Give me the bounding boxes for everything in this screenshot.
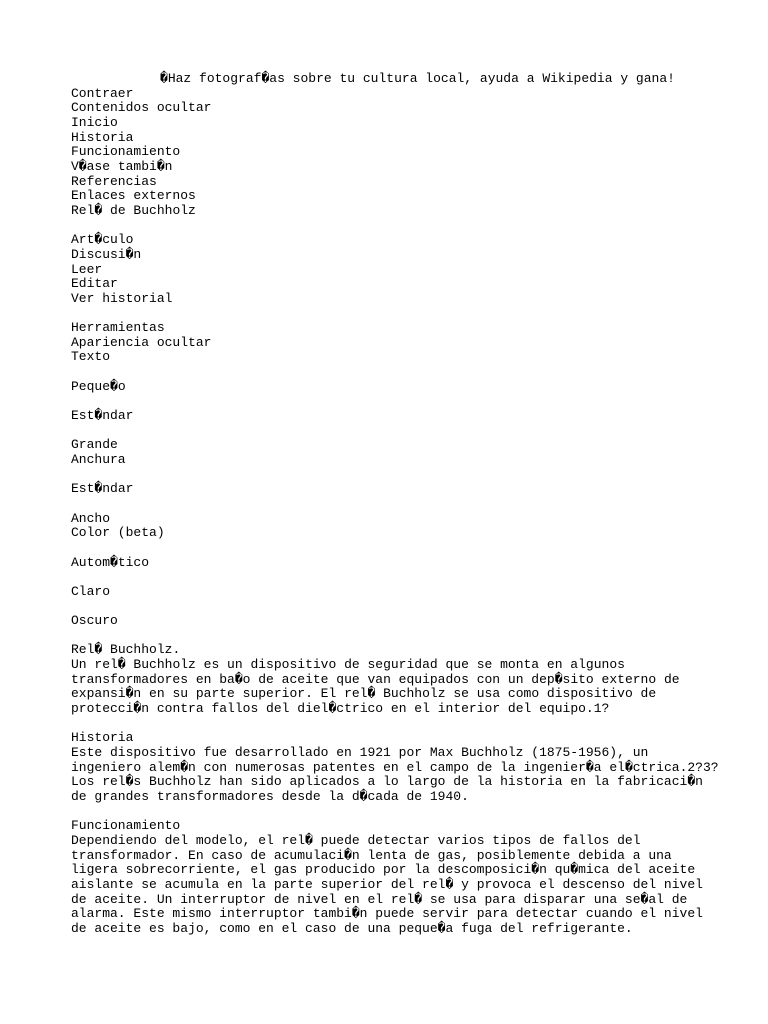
text-size-large-option[interactable]: Grande: [71, 437, 118, 453]
spacer: [71, 599, 711, 614]
text-size-standard-option[interactable]: Est�ndar: [71, 408, 134, 424]
text-size-heading: Texto: [71, 349, 111, 365]
toc-item-historia[interactable]: Historia: [71, 129, 134, 145]
spacer: [71, 394, 711, 409]
operation-line: de aceite. Un interruptor de nivel en el rel� se usa para disparar una se�al de: [71, 891, 688, 907]
spacer: [71, 570, 711, 585]
color-heading: Color (beta): [71, 525, 165, 541]
spacer: [71, 306, 711, 321]
section-heading-historia: Historia: [71, 730, 134, 746]
history-line: Los rel�s Buchholz han sido aplicados a lo largo de la historia en la fabricaci�n: [71, 774, 703, 790]
operation-line: Dependiendo del modelo, el rel� puede detectar varios tipos de fallos del: [71, 832, 641, 848]
tools-menu[interactable]: Herramientas: [71, 320, 165, 336]
operation-line: alarma. Este mismo interruptor tambi�n puede servir para detectar cuando el nivel: [71, 906, 703, 922]
appearance-hide-toggle[interactable]: Apariencia ocultar: [71, 334, 212, 350]
spacer: [71, 219, 711, 234]
intro-line: transformadores en ba�o de aceite que van equipados con un dep�sito externo de: [71, 671, 680, 687]
tab-discussion[interactable]: Discusi�n: [71, 246, 142, 262]
operation-paragraph: [71, 834, 711, 937]
toc-contents-hide-link[interactable]: Contenidos ocultar: [71, 100, 212, 116]
intro-line: protecci�n contra fallos del diel�ctrico en el interior del equipo.1?: [71, 701, 610, 717]
tab-read[interactable]: Leer: [71, 261, 103, 277]
tab-article[interactable]: Art�culo: [71, 232, 134, 248]
image-caption: Rel� Buchholz.: [71, 642, 181, 658]
page-title: Rel� de Buchholz: [71, 202, 196, 218]
width-wide-option[interactable]: Ancho: [71, 510, 111, 526]
spacer: [71, 468, 711, 483]
text-size-small-option[interactable]: Peque�o: [71, 378, 126, 394]
history-line: de grandes transformadores desde la d�cada de 1940.: [71, 788, 469, 804]
spacer: [71, 805, 711, 820]
spacer: [71, 541, 711, 556]
operation-line: ligera sobrecorriente, el gas producido por la descomposici�n qu�mica del aceite: [71, 862, 696, 878]
spacer: [71, 424, 711, 439]
history-line: Este dispositivo fue desarrollado en 1921 por Max Buchholz (1875-1956), un: [71, 745, 649, 760]
spacer: [71, 497, 711, 512]
toc-item-inicio[interactable]: Inicio: [71, 114, 118, 130]
color-dark-option[interactable]: Oscuro: [71, 613, 118, 629]
toc-collapse-link[interactable]: Contraer: [71, 85, 134, 101]
toc-item-enlaces-externos[interactable]: Enlaces externos: [71, 188, 196, 204]
toc-item-vease-tambien[interactable]: V�ase tambi�n: [71, 158, 173, 174]
history-line: ingeniero alem�n con numerosas patentes en el campo de la ingenier�a el�ctrica.2?3?: [71, 759, 719, 775]
document-page: [71, 71, 719, 937]
operation-line: aislante se acumula en la parte superior del rel� y provoca el descenso del nivel: [71, 876, 703, 892]
spacer: [71, 365, 711, 380]
intro-line: Un rel� Buchholz es un dispositivo de seguridad que se monta en algunos: [71, 657, 625, 673]
width-standard-option[interactable]: Est�ndar: [71, 481, 134, 497]
history-paragraph: [71, 745, 719, 805]
width-heading: Anchura: [71, 451, 126, 467]
color-auto-option[interactable]: Autom�tico: [71, 554, 150, 570]
spacer: [71, 717, 711, 732]
intro-line: expansi�n en su parte superior. El rel� Buchholz se usa como dispositivo de: [71, 686, 657, 702]
intro-paragraph: [71, 658, 711, 717]
color-light-option[interactable]: Claro: [71, 583, 111, 599]
banner-text: �Haz fotograf�as sobre tu cultura local, ayuda a Wikipedia y gana!: [160, 71, 675, 86]
section-heading-funcionamiento: Funcionamiento: [71, 818, 181, 834]
tab-history[interactable]: Ver historial: [71, 290, 173, 306]
toc-item-funcionamiento[interactable]: Funcionamiento: [71, 144, 181, 160]
tab-edit[interactable]: Editar: [71, 276, 118, 292]
toc-item-referencias[interactable]: Referencias: [71, 173, 157, 189]
operation-line: de aceite es bajo, como en el caso de una peque�a fuga del refrigerante.: [71, 920, 633, 936]
operation-line: transformador. En caso de acumulaci�n lenta de gas, posiblemente debida a una: [71, 847, 672, 863]
